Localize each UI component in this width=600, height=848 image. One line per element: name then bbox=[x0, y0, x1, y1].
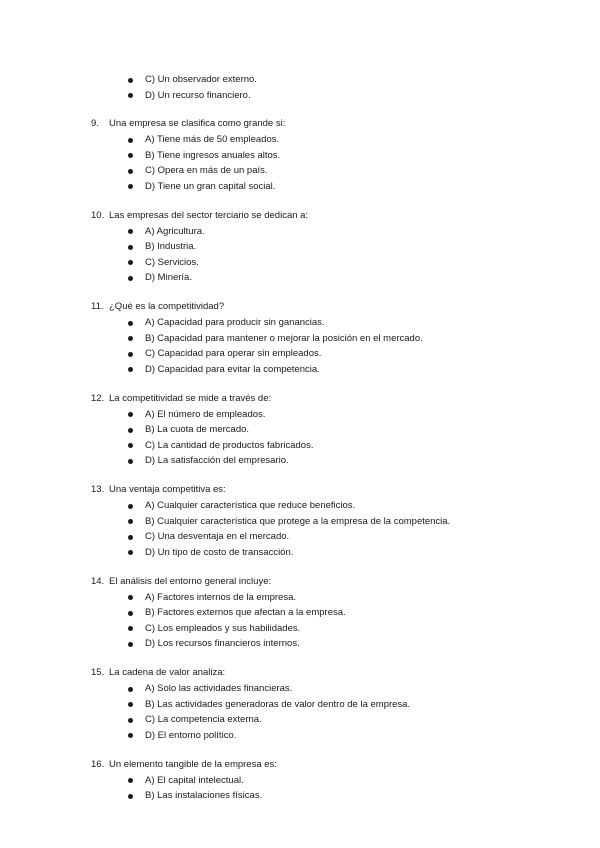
option-list bbox=[0, 498, 600, 560]
answer-option bbox=[0, 224, 600, 240]
bullet-icon bbox=[128, 718, 133, 723]
option-text: D) Los recursos financieros internos. bbox=[145, 638, 300, 649]
answer-option bbox=[0, 621, 600, 637]
bullet-icon bbox=[128, 428, 133, 433]
option-text: C) La competencia externa. bbox=[145, 714, 262, 725]
bullet-icon bbox=[128, 443, 133, 448]
bullet-icon bbox=[128, 138, 133, 143]
question-item bbox=[0, 757, 600, 804]
option-text: A) Factores internos de la empresa. bbox=[145, 591, 297, 603]
option-text: A) Cualquier característica que reduce beneficios. bbox=[145, 500, 356, 511]
option-text: D) El entorno político. bbox=[145, 729, 237, 741]
question-number: 13. bbox=[91, 484, 105, 495]
option-text: B) Industria. bbox=[145, 241, 197, 252]
question-number: 14. bbox=[91, 575, 105, 587]
option-text: B) La cuota de mercado. bbox=[145, 424, 250, 435]
bullet-icon bbox=[128, 702, 133, 707]
bullet-icon bbox=[128, 611, 133, 616]
option-text: B) Tiene ingresos anuales altos. bbox=[145, 149, 281, 161]
bullet-icon bbox=[128, 778, 133, 783]
bullet-icon bbox=[128, 321, 133, 326]
bullet-icon bbox=[128, 733, 133, 738]
bullet-icon bbox=[128, 595, 133, 600]
bullet-icon bbox=[128, 642, 133, 647]
question-text: La competitividad se mide a través de: bbox=[109, 392, 272, 404]
answer-option bbox=[0, 132, 600, 148]
option-list bbox=[0, 681, 600, 743]
answer-option bbox=[0, 72, 600, 88]
question-text: Una empresa se clasifica como grande si: bbox=[109, 118, 286, 129]
bullet-icon bbox=[128, 367, 133, 372]
question-line bbox=[0, 299, 600, 315]
bullet-icon bbox=[128, 93, 133, 98]
question-line bbox=[0, 757, 600, 773]
option-text: C) Servicios. bbox=[145, 256, 199, 268]
answer-option bbox=[0, 773, 600, 789]
answer-option bbox=[0, 239, 600, 255]
bullet-icon bbox=[128, 550, 133, 555]
option-list bbox=[0, 590, 600, 652]
option-text: A) Capacidad para producir sin ganancias. bbox=[145, 317, 325, 328]
bullet-icon bbox=[128, 687, 133, 692]
question-line bbox=[0, 116, 600, 132]
answer-option bbox=[0, 315, 600, 331]
bullet-icon bbox=[128, 794, 133, 799]
option-text: D) Un tipo de costo de transacción. bbox=[145, 546, 294, 558]
question-item bbox=[0, 482, 600, 560]
question-text: El análisis del entorno general incluye: bbox=[109, 575, 272, 587]
option-text: A) Agricultura. bbox=[145, 225, 205, 237]
question-item bbox=[0, 208, 600, 286]
option-text: D) Minería. bbox=[145, 272, 192, 283]
question-item bbox=[0, 116, 600, 194]
answer-option bbox=[0, 697, 600, 713]
option-text: D) Tiene un gran capital social. bbox=[145, 180, 276, 192]
answer-option bbox=[0, 788, 600, 804]
bullet-icon bbox=[128, 352, 133, 357]
answer-option bbox=[0, 498, 600, 514]
question-text: ¿Qué es la competitividad? bbox=[109, 301, 225, 312]
question-item bbox=[0, 299, 600, 377]
answer-option bbox=[0, 422, 600, 438]
bullet-icon bbox=[128, 184, 133, 189]
question-number: 15. bbox=[91, 667, 105, 678]
question-number: 9. bbox=[91, 118, 99, 129]
bullet-icon bbox=[128, 153, 133, 158]
option-text: B) Factores externos que afectan a la empresa. bbox=[145, 607, 346, 618]
option-list bbox=[0, 773, 600, 804]
option-text: A) El número de empleados. bbox=[145, 408, 266, 420]
answer-option bbox=[0, 728, 600, 744]
option-text: C) Un observador externo. bbox=[145, 74, 257, 85]
answer-option bbox=[0, 681, 600, 697]
answer-option bbox=[0, 270, 600, 286]
option-text: B) Cualquier característica que protege a la empresa de la competencia. bbox=[145, 515, 451, 527]
answer-option bbox=[0, 712, 600, 728]
option-text: D) La satisfacción del empresario. bbox=[145, 455, 289, 466]
question-line bbox=[0, 391, 600, 407]
question-number: 12. bbox=[91, 392, 105, 404]
bullet-icon bbox=[128, 412, 133, 417]
question-number: 10. bbox=[91, 209, 105, 221]
option-text: A) Tiene más de 50 empleados. bbox=[145, 134, 280, 145]
option-text: B) Capacidad para mantener o mejorar la posición en el mercado. bbox=[145, 332, 423, 344]
option-text: B) Las actividades generadoras de valor dentro de la empresa. bbox=[145, 698, 411, 710]
option-text: B) Las instalaciones físicas. bbox=[145, 790, 263, 801]
question-text: La cadena de valor analiza: bbox=[109, 667, 226, 678]
option-text: C) La cantidad de productos fabricados. bbox=[145, 439, 314, 451]
option-text: C) Los empleados y sus habilidades. bbox=[145, 622, 301, 634]
bullet-icon bbox=[128, 504, 133, 509]
option-text: A) Solo las actividades financieras. bbox=[145, 683, 293, 694]
bullet-icon bbox=[128, 169, 133, 174]
question-text: Las empresas del sector terciario se dedican a: bbox=[109, 209, 309, 221]
question-line bbox=[0, 482, 600, 498]
question-line bbox=[0, 208, 600, 224]
answer-option bbox=[0, 179, 600, 195]
answer-option bbox=[0, 163, 600, 179]
question-list bbox=[0, 116, 600, 817]
bullet-icon bbox=[128, 535, 133, 540]
question-item bbox=[0, 665, 600, 743]
answer-option bbox=[0, 438, 600, 454]
answer-option bbox=[0, 88, 600, 104]
option-text: C) Opera en más de un país. bbox=[145, 165, 268, 176]
bullet-icon bbox=[128, 459, 133, 464]
option-text: D) Un recurso financiero. bbox=[145, 89, 251, 101]
option-list bbox=[0, 132, 600, 194]
option-text: C) Una desventaja en el mercado. bbox=[145, 531, 290, 542]
question-line bbox=[0, 574, 600, 590]
answer-option bbox=[0, 148, 600, 164]
answer-option bbox=[0, 545, 600, 561]
bullet-icon bbox=[128, 245, 133, 250]
bullet-icon bbox=[128, 519, 133, 524]
previous-question-options bbox=[0, 72, 600, 103]
answer-option bbox=[0, 331, 600, 347]
answer-option bbox=[0, 346, 600, 362]
answer-option bbox=[0, 590, 600, 606]
option-text: A) El capital intelectual. bbox=[145, 774, 244, 786]
bullet-icon bbox=[128, 229, 133, 234]
bullet-icon bbox=[128, 276, 133, 281]
question-text: Una ventaja competitiva es: bbox=[109, 484, 226, 495]
option-text: D) Capacidad para evitar la competencia. bbox=[145, 363, 320, 375]
answer-option bbox=[0, 255, 600, 271]
answer-option bbox=[0, 605, 600, 621]
bullet-icon bbox=[128, 626, 133, 631]
option-text: C) Capacidad para operar sin empleados. bbox=[145, 348, 322, 359]
question-text: Un elemento tangible de la empresa es: bbox=[109, 758, 277, 770]
answer-option bbox=[0, 407, 600, 423]
question-number: 11. bbox=[91, 301, 104, 312]
answer-option bbox=[0, 514, 600, 530]
answer-option bbox=[0, 453, 600, 469]
bullet-icon bbox=[128, 336, 133, 341]
option-list bbox=[0, 407, 600, 469]
answer-option bbox=[0, 362, 600, 378]
bullet-icon bbox=[128, 260, 133, 265]
question-number: 16. bbox=[91, 758, 105, 770]
answer-option bbox=[0, 529, 600, 545]
question-line bbox=[0, 665, 600, 681]
question-item bbox=[0, 574, 600, 652]
option-list bbox=[0, 315, 600, 377]
bullet-icon bbox=[128, 78, 133, 83]
question-item bbox=[0, 391, 600, 469]
answer-option bbox=[0, 636, 600, 652]
option-list bbox=[0, 72, 600, 103]
option-list bbox=[0, 224, 600, 286]
